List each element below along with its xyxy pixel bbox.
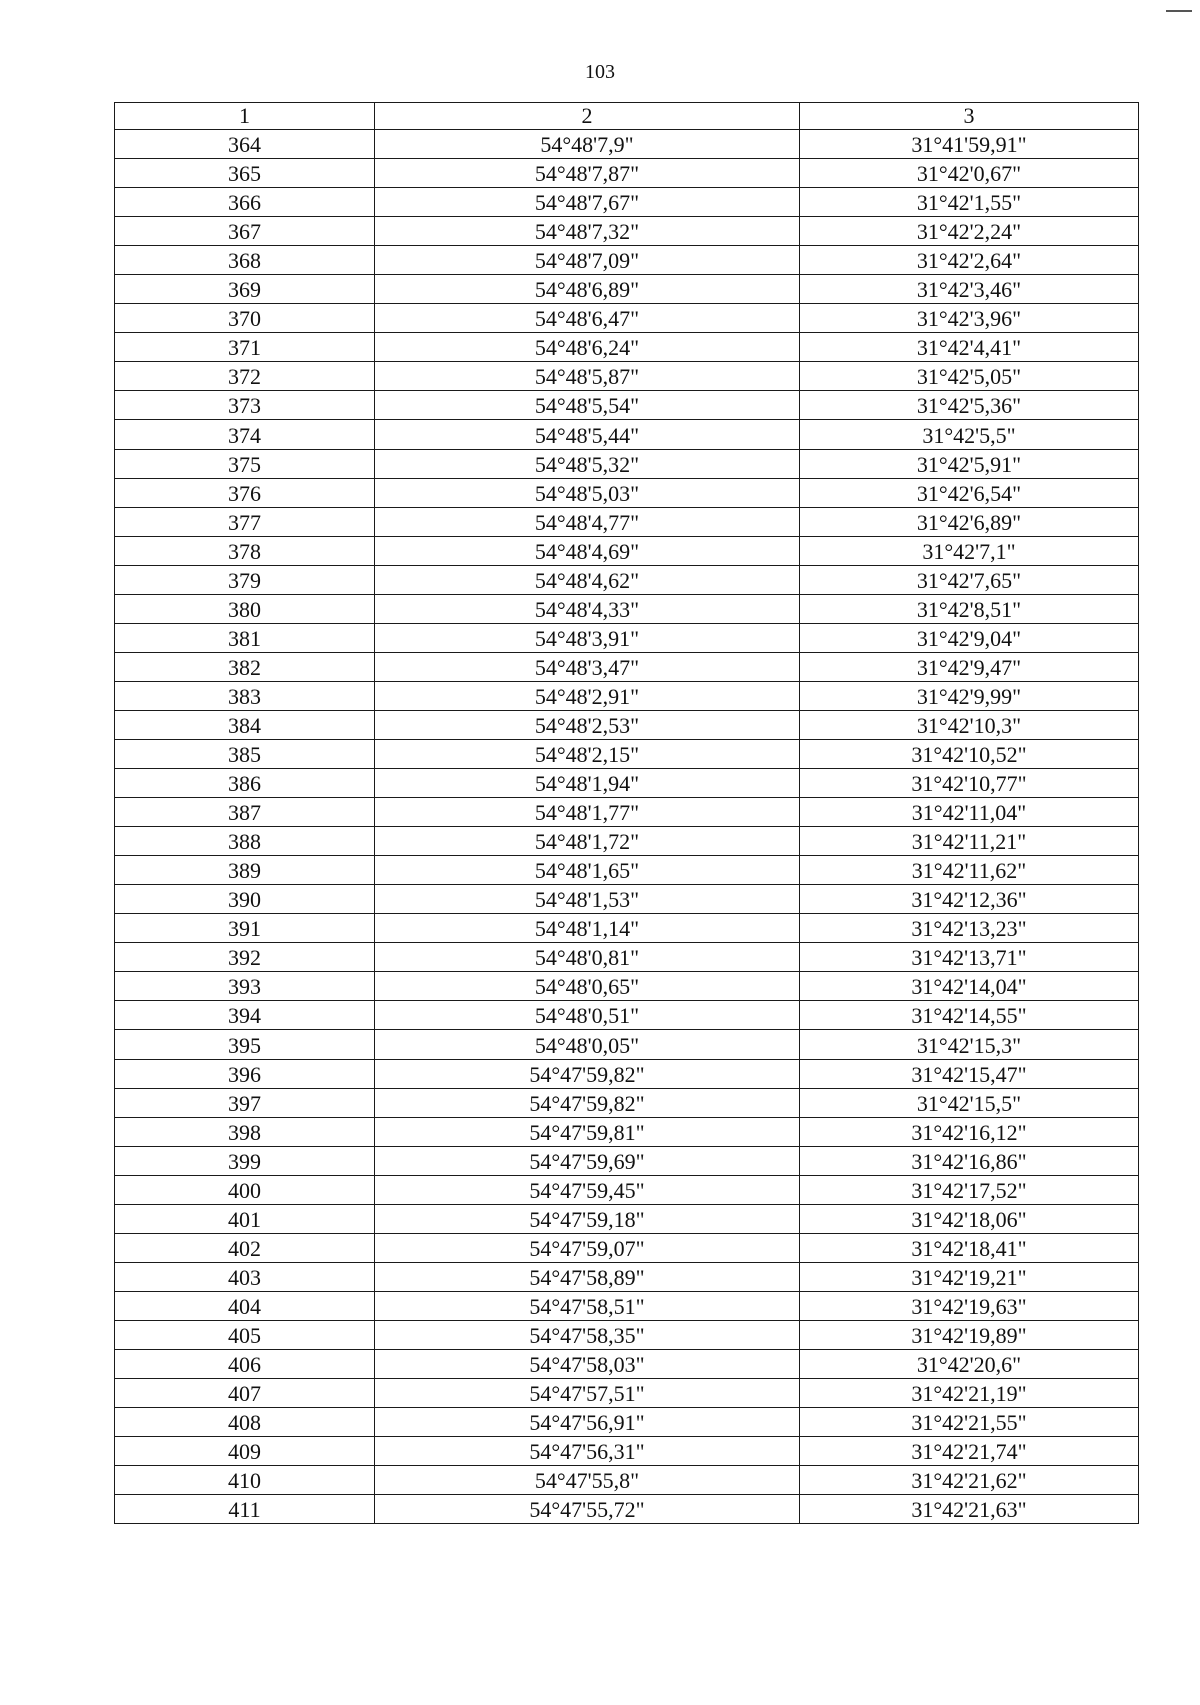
longitude-cell: 31°42'15,3" [800, 1030, 1139, 1059]
point-number-cell: 389 [115, 856, 375, 885]
latitude-cell: 54°47'55,8" [375, 1466, 800, 1495]
longitude-cell: 31°42'5,91" [800, 449, 1139, 478]
table-row [115, 681, 1139, 710]
point-number-cell: 381 [115, 623, 375, 652]
latitude-cell: 54°48'4,62" [375, 565, 800, 594]
longitude-cell: 31°42'5,5" [800, 420, 1139, 449]
longitude-cell: 31°42'16,86" [800, 1146, 1139, 1175]
table-row [115, 1030, 1139, 1059]
longitude-cell: 31°42'9,47" [800, 652, 1139, 681]
point-number-cell: 383 [115, 681, 375, 710]
point-number-cell: 367 [115, 217, 375, 246]
point-number-cell: 364 [115, 130, 375, 159]
latitude-cell: 54°48'0,65" [375, 972, 800, 1001]
table-row [115, 130, 1139, 159]
table-row [115, 1466, 1139, 1495]
longitude-cell: 31°42'7,65" [800, 565, 1139, 594]
table-row [115, 420, 1139, 449]
longitude-cell: 31°42'19,63" [800, 1291, 1139, 1320]
table-row [115, 1262, 1139, 1291]
longitude-cell: 31°42'12,36" [800, 885, 1139, 914]
point-number-cell: 394 [115, 1001, 375, 1030]
latitude-cell: 54°48'5,54" [375, 391, 800, 420]
table-row [115, 1320, 1139, 1349]
table-row [115, 1204, 1139, 1233]
latitude-cell: 54°47'56,31" [375, 1437, 800, 1466]
point-number-cell: 382 [115, 652, 375, 681]
longitude-cell: 31°42'20,6" [800, 1349, 1139, 1378]
latitude-cell: 54°48'6,89" [375, 275, 800, 304]
point-number-cell: 390 [115, 885, 375, 914]
table-row [115, 972, 1139, 1001]
longitude-cell: 31°41'59,91" [800, 130, 1139, 159]
table-row [115, 1001, 1139, 1030]
header-point-number: 1 [115, 103, 375, 130]
point-number-cell: 393 [115, 972, 375, 1001]
longitude-cell: 31°42'5,36" [800, 391, 1139, 420]
latitude-cell: 54°47'59,07" [375, 1233, 800, 1262]
longitude-cell: 31°42'21,63" [800, 1495, 1139, 1524]
table-row [115, 275, 1139, 304]
table-row [115, 449, 1139, 478]
latitude-cell: 54°48'2,15" [375, 739, 800, 768]
latitude-cell: 54°47'58,89" [375, 1262, 800, 1291]
table-row [115, 188, 1139, 217]
table-row [115, 856, 1139, 885]
table-row [115, 362, 1139, 391]
longitude-cell: 31°42'19,89" [800, 1320, 1139, 1349]
latitude-cell: 54°48'2,91" [375, 681, 800, 710]
longitude-cell: 31°42'10,52" [800, 739, 1139, 768]
point-number-cell: 385 [115, 739, 375, 768]
point-number-cell: 409 [115, 1437, 375, 1466]
longitude-cell: 31°42'2,24" [800, 217, 1139, 246]
longitude-cell: 31°42'15,5" [800, 1088, 1139, 1117]
table-row [115, 507, 1139, 536]
longitude-cell: 31°42'6,89" [800, 507, 1139, 536]
point-number-cell: 366 [115, 188, 375, 217]
point-number-cell: 379 [115, 565, 375, 594]
point-number-cell: 403 [115, 1262, 375, 1291]
longitude-cell: 31°42'4,41" [800, 333, 1139, 362]
latitude-cell: 54°48'1,94" [375, 769, 800, 798]
point-number-cell: 391 [115, 914, 375, 943]
latitude-cell: 54°48'0,05" [375, 1030, 800, 1059]
point-number-cell: 375 [115, 449, 375, 478]
latitude-cell: 54°47'59,45" [375, 1175, 800, 1204]
longitude-cell: 31°42'21,74" [800, 1437, 1139, 1466]
longitude-cell: 31°42'15,47" [800, 1059, 1139, 1088]
latitude-cell: 54°48'0,81" [375, 943, 800, 972]
point-number-cell: 407 [115, 1379, 375, 1408]
latitude-cell: 54°47'58,35" [375, 1320, 800, 1349]
table-row [115, 565, 1139, 594]
longitude-cell: 31°42'9,99" [800, 681, 1139, 710]
point-number-cell: 377 [115, 507, 375, 536]
table-row [115, 1495, 1139, 1524]
latitude-cell: 54°47'59,82" [375, 1059, 800, 1088]
point-number-cell: 406 [115, 1349, 375, 1378]
longitude-cell: 31°42'3,96" [800, 304, 1139, 333]
latitude-cell: 54°48'5,32" [375, 449, 800, 478]
latitude-cell: 54°47'59,81" [375, 1117, 800, 1146]
table-row [115, 652, 1139, 681]
table-row [115, 798, 1139, 827]
latitude-cell: 54°48'1,14" [375, 914, 800, 943]
longitude-cell: 31°42'18,41" [800, 1233, 1139, 1262]
table-row [115, 1291, 1139, 1320]
table-row [115, 885, 1139, 914]
longitude-cell: 31°42'10,3" [800, 710, 1139, 739]
longitude-cell: 31°42'9,04" [800, 623, 1139, 652]
point-number-cell: 392 [115, 943, 375, 972]
latitude-cell: 54°48'3,47" [375, 652, 800, 681]
point-number-cell: 397 [115, 1088, 375, 1117]
header-latitude: 2 [375, 103, 800, 130]
point-number-cell: 376 [115, 478, 375, 507]
latitude-cell: 54°48'7,87" [375, 159, 800, 188]
latitude-cell: 54°47'59,18" [375, 1204, 800, 1233]
latitude-cell: 54°48'0,51" [375, 1001, 800, 1030]
point-number-cell: 365 [115, 159, 375, 188]
point-number-cell: 368 [115, 246, 375, 275]
coordinates-table [114, 102, 1139, 1524]
point-number-cell: 369 [115, 275, 375, 304]
longitude-cell: 31°42'21,19" [800, 1379, 1139, 1408]
table-row [115, 217, 1139, 246]
latitude-cell: 54°47'59,82" [375, 1088, 800, 1117]
point-number-cell: 399 [115, 1146, 375, 1175]
table-row [115, 391, 1139, 420]
point-number-cell: 410 [115, 1466, 375, 1495]
longitude-cell: 31°42'1,55" [800, 188, 1139, 217]
table-row [115, 1117, 1139, 1146]
latitude-cell: 54°47'55,72" [375, 1495, 800, 1524]
table-row [115, 1408, 1139, 1437]
latitude-cell: 54°47'57,51" [375, 1379, 800, 1408]
header-longitude: 3 [800, 103, 1139, 130]
longitude-cell: 31°42'13,71" [800, 943, 1139, 972]
longitude-cell: 31°42'16,12" [800, 1117, 1139, 1146]
table-row [115, 827, 1139, 856]
table-row [115, 159, 1139, 188]
longitude-cell: 31°42'7,1" [800, 536, 1139, 565]
point-number-cell: 402 [115, 1233, 375, 1262]
longitude-cell: 31°42'19,21" [800, 1262, 1139, 1291]
point-number-cell: 395 [115, 1030, 375, 1059]
table-body [115, 130, 1139, 1524]
table-row [115, 710, 1139, 739]
point-number-cell: 370 [115, 304, 375, 333]
longitude-cell: 31°42'6,54" [800, 478, 1139, 507]
point-number-cell: 401 [115, 1204, 375, 1233]
point-number-cell: 378 [115, 536, 375, 565]
table-row [115, 304, 1139, 333]
latitude-cell: 54°47'59,69" [375, 1146, 800, 1175]
table-row [115, 1437, 1139, 1466]
longitude-cell: 31°42'14,04" [800, 972, 1139, 1001]
latitude-cell: 54°48'4,69" [375, 536, 800, 565]
longitude-cell: 31°42'21,62" [800, 1466, 1139, 1495]
latitude-cell: 54°48'1,65" [375, 856, 800, 885]
longitude-cell: 31°42'11,21" [800, 827, 1139, 856]
table-row [115, 333, 1139, 362]
latitude-cell: 54°48'7,67" [375, 188, 800, 217]
latitude-cell: 54°47'56,91" [375, 1408, 800, 1437]
point-number-cell: 404 [115, 1291, 375, 1320]
longitude-cell: 31°42'21,55" [800, 1408, 1139, 1437]
table-row [115, 943, 1139, 972]
table-row [115, 478, 1139, 507]
table-row [115, 594, 1139, 623]
point-number-cell: 384 [115, 710, 375, 739]
latitude-cell: 54°48'7,32" [375, 217, 800, 246]
latitude-cell: 54°48'6,24" [375, 333, 800, 362]
point-number-cell: 374 [115, 420, 375, 449]
longitude-cell: 31°42'18,06" [800, 1204, 1139, 1233]
table-row [115, 769, 1139, 798]
latitude-cell: 54°48'3,91" [375, 623, 800, 652]
latitude-cell: 54°47'58,03" [375, 1349, 800, 1378]
table-row [115, 246, 1139, 275]
table-row [115, 1175, 1139, 1204]
longitude-cell: 31°42'2,64" [800, 246, 1139, 275]
latitude-cell: 54°48'4,33" [375, 594, 800, 623]
latitude-cell: 54°48'4,77" [375, 507, 800, 536]
latitude-cell: 54°47'58,51" [375, 1291, 800, 1320]
table-row [115, 1059, 1139, 1088]
table-row [115, 623, 1139, 652]
table-row [115, 914, 1139, 943]
point-number-cell: 387 [115, 798, 375, 827]
latitude-cell: 54°48'1,53" [375, 885, 800, 914]
point-number-cell: 400 [115, 1175, 375, 1204]
point-number-cell: 405 [115, 1320, 375, 1349]
point-number-cell: 371 [115, 333, 375, 362]
point-number-cell: 398 [115, 1117, 375, 1146]
table-row [115, 536, 1139, 565]
point-number-cell: 396 [115, 1059, 375, 1088]
latitude-cell: 54°48'6,47" [375, 304, 800, 333]
page-number: 103 [585, 61, 615, 83]
point-number-cell: 388 [115, 827, 375, 856]
longitude-cell: 31°42'13,23" [800, 914, 1139, 943]
latitude-cell: 54°48'7,09" [375, 246, 800, 275]
point-number-cell: 408 [115, 1408, 375, 1437]
point-number-cell: 372 [115, 362, 375, 391]
longitude-cell: 31°42'10,77" [800, 769, 1139, 798]
longitude-cell: 31°42'5,05" [800, 362, 1139, 391]
point-number-cell: 411 [115, 1495, 375, 1524]
scan-corner-mark [1166, 10, 1192, 12]
latitude-cell: 54°48'5,03" [375, 478, 800, 507]
latitude-cell: 54°48'1,77" [375, 798, 800, 827]
point-number-cell: 386 [115, 769, 375, 798]
longitude-cell: 31°42'3,46" [800, 275, 1139, 304]
table-row [115, 1379, 1139, 1408]
point-number-cell: 380 [115, 594, 375, 623]
table-row [115, 1088, 1139, 1117]
latitude-cell: 54°48'5,44" [375, 420, 800, 449]
latitude-cell: 54°48'1,72" [375, 827, 800, 856]
latitude-cell: 54°48'7,9" [375, 130, 800, 159]
point-number-cell: 373 [115, 391, 375, 420]
longitude-cell: 31°42'8,51" [800, 594, 1139, 623]
longitude-cell: 31°42'11,04" [800, 798, 1139, 827]
table-row [115, 1349, 1139, 1378]
latitude-cell: 54°48'5,87" [375, 362, 800, 391]
table-row [115, 1233, 1139, 1262]
longitude-cell: 31°42'14,55" [800, 1001, 1139, 1030]
table-row [115, 739, 1139, 768]
longitude-cell: 31°42'11,62" [800, 856, 1139, 885]
longitude-cell: 31°42'0,67" [800, 159, 1139, 188]
longitude-cell: 31°42'17,52" [800, 1175, 1139, 1204]
latitude-cell: 54°48'2,53" [375, 710, 800, 739]
table-header-row [115, 103, 1139, 130]
table-row [115, 1146, 1139, 1175]
